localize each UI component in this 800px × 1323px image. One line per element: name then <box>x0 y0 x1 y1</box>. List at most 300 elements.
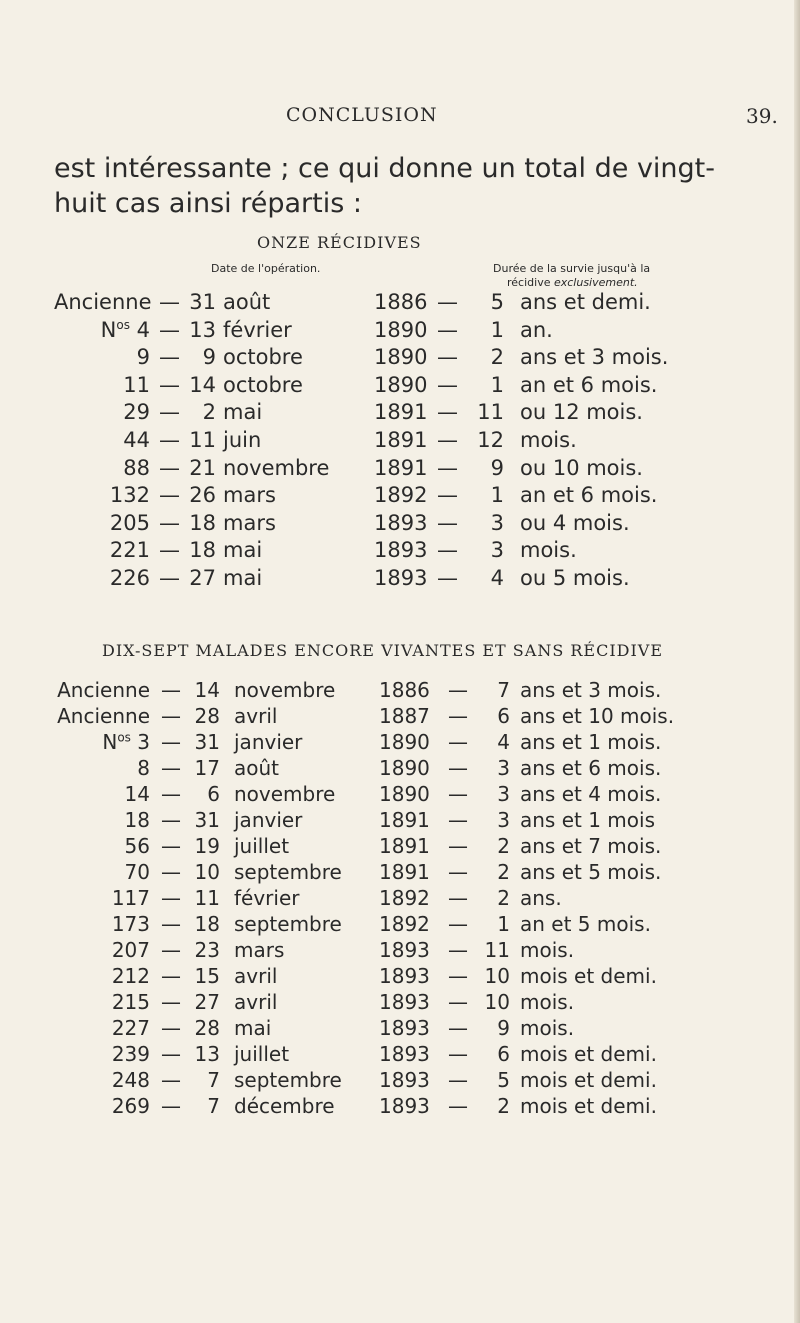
dash-separator: — <box>448 704 468 728</box>
dash-separator: — <box>448 1094 468 1118</box>
table-row <box>0 678 800 704</box>
table-row <box>0 964 800 990</box>
operation-month: mars <box>223 510 276 535</box>
dash-separator: — <box>159 372 180 397</box>
duration-number: 3 <box>497 808 510 832</box>
table-row <box>0 290 800 318</box>
table-row <box>0 704 800 730</box>
caption-date-text: Date de l'opération. <box>211 262 321 275</box>
dash-separator: — <box>159 483 180 508</box>
operation-day: 13 <box>189 317 216 342</box>
table-row <box>0 345 800 373</box>
operation-month: août <box>223 290 271 314</box>
case-number-text: 173 <box>111 912 150 936</box>
duration-number: 2 <box>497 1094 510 1118</box>
dash-separator: — <box>161 886 181 910</box>
operation-year: 1890 <box>374 372 428 397</box>
duration-text: mois et demi. <box>520 964 657 988</box>
table-row <box>0 566 800 594</box>
operation-year: 1891 <box>379 834 430 858</box>
dash-separator: — <box>448 912 468 936</box>
operation-day: 19 <box>194 834 220 858</box>
dash-separator: — <box>159 510 180 535</box>
case-number-text: 221 <box>109 538 150 563</box>
duration-number: 1 <box>490 372 504 397</box>
dash-separator: — <box>437 455 458 480</box>
operation-month: avril <box>234 990 278 1014</box>
dash-separator: — <box>437 427 458 452</box>
operation-day: 14 <box>194 678 220 702</box>
dash-separator: — <box>161 678 181 702</box>
operation-day: 7 <box>207 1068 220 1092</box>
table-row <box>0 373 800 401</box>
operation-year: 1892 <box>374 483 428 508</box>
duration-number: 6 <box>497 704 510 728</box>
duration-text: ans et 6 mois. <box>520 756 662 780</box>
operation-month: avril <box>234 964 278 988</box>
duration-number: 2 <box>497 834 510 858</box>
operation-month: janvier <box>234 730 303 754</box>
operation-month: octobre <box>223 345 303 370</box>
duration-text: ans et 4 mois. <box>520 782 662 806</box>
running-head <box>0 104 800 132</box>
dash-separator: — <box>161 782 181 806</box>
operation-year: 1892 <box>379 912 430 936</box>
case-number-text: 269 <box>111 1094 150 1118</box>
operation-day: 27 <box>194 990 220 1014</box>
dash-separator: — <box>448 1068 468 1092</box>
section-title-recidives: ONZE RÉCIDIVES <box>257 233 422 252</box>
operation-year: 1893 <box>379 964 430 988</box>
duration-number: 1 <box>490 483 504 508</box>
dash-separator: — <box>161 1042 181 1066</box>
operation-day: 9 <box>202 345 216 370</box>
duration-text: ans et 1 mois <box>520 808 655 832</box>
dash-separator: — <box>161 1068 181 1092</box>
case-number-text: 117 <box>111 886 150 910</box>
case-number <box>52 704 150 728</box>
duration-text: ans et 5 mois. <box>520 860 662 884</box>
operation-month: septembre <box>234 1068 342 1092</box>
case-number <box>52 990 150 1014</box>
duration-number: 3 <box>490 510 504 535</box>
dash-separator: — <box>437 290 458 314</box>
case-number <box>54 400 150 424</box>
case-number-text: N <box>100 317 117 342</box>
dash-separator: — <box>448 886 468 910</box>
dash-separator: — <box>448 990 468 1014</box>
operation-day: 6 <box>207 782 220 806</box>
operation-year: 1890 <box>374 345 428 370</box>
operation-day: 18 <box>189 538 216 563</box>
table-recidives <box>0 290 800 594</box>
operation-month: septembre <box>234 860 342 884</box>
caption-duree-line1: Durée de la survie jusqu'à la <box>493 262 651 275</box>
duration-text: ans et 1 mois. <box>520 730 662 754</box>
case-number <box>52 1016 150 1040</box>
dash-separator: — <box>161 990 181 1014</box>
dash-separator: — <box>437 510 458 535</box>
operation-day: 18 <box>189 510 216 535</box>
operation-day: 23 <box>194 938 220 962</box>
duration-text: ans et 3 mois. <box>520 678 662 702</box>
operation-month: septembre <box>234 912 342 936</box>
running-title: CONCLUSION <box>286 104 438 126</box>
table-row <box>0 1042 800 1068</box>
case-number <box>54 511 150 535</box>
duration-text: ans et 7 mois. <box>520 834 662 858</box>
dash-separator: — <box>161 756 181 780</box>
case-number-text: 56 <box>124 834 150 858</box>
duration-text: ans. <box>520 886 562 910</box>
case-number-text: 70 <box>124 860 150 884</box>
case-number-text: Ancienne <box>57 704 150 728</box>
case-number <box>52 1068 150 1092</box>
dash-separator: — <box>161 1094 181 1118</box>
operation-month: octobre <box>223 372 303 397</box>
dash-separator: — <box>437 565 458 590</box>
operation-day: 15 <box>194 964 220 988</box>
duration-text: mois. <box>520 538 577 563</box>
duration-number: 3 <box>497 756 510 780</box>
case-number <box>54 483 150 507</box>
dash-separator: — <box>161 808 181 832</box>
table-row <box>0 834 800 860</box>
operation-day: 11 <box>194 886 220 910</box>
operation-day: 31 <box>189 290 216 314</box>
table-row <box>0 730 800 756</box>
caption-duree-line2-prefix: récidive <box>507 276 554 289</box>
operation-month: mai <box>223 565 263 590</box>
case-number <box>52 938 150 962</box>
case-number <box>52 808 150 832</box>
case-number-text: 132 <box>109 483 150 508</box>
table-row <box>0 1016 800 1042</box>
dash-separator: — <box>448 808 468 832</box>
dash-separator: — <box>161 938 181 962</box>
case-number <box>54 566 150 590</box>
dash-separator: — <box>448 964 468 988</box>
dash-separator: — <box>448 938 468 962</box>
dash-separator: — <box>448 782 468 806</box>
table-row <box>0 782 800 808</box>
case-number-text: N <box>102 730 118 754</box>
duration-number: 9 <box>497 1016 510 1040</box>
table-row <box>0 756 800 782</box>
duration-number: 4 <box>490 565 504 590</box>
operation-year: 1893 <box>374 538 428 563</box>
table-row <box>0 990 800 1016</box>
caption-duree-line2-em: exclusivement. <box>553 276 638 289</box>
operation-day: 31 <box>194 808 220 832</box>
operation-year: 1891 <box>374 455 428 480</box>
operation-year: 1890 <box>379 730 430 754</box>
operation-year: 1891 <box>374 427 428 452</box>
duration-number: 3 <box>490 538 504 563</box>
case-number-text: 248 <box>111 1068 150 1092</box>
case-number-text: 212 <box>111 964 150 988</box>
case-number <box>52 782 150 806</box>
caption-duree-survie <box>493 262 650 290</box>
duration-text: ans et 10 mois. <box>520 704 675 728</box>
operation-day: 7 <box>207 1094 220 1118</box>
case-number-text: Ancienne <box>57 678 150 702</box>
dash-separator: — <box>159 400 180 425</box>
case-number-text: 44 <box>123 427 150 452</box>
dash-separator: — <box>159 317 180 342</box>
duration-number: 11 <box>477 400 504 425</box>
table-row <box>0 1068 800 1094</box>
table-row <box>0 1094 800 1120</box>
case-number-text: 215 <box>111 990 150 1014</box>
dash-separator: — <box>159 345 180 370</box>
operation-month: mai <box>223 538 263 563</box>
case-number-text: 226 <box>109 565 150 590</box>
case-number <box>52 756 150 780</box>
case-number-tail: 4 <box>129 317 150 342</box>
operation-day: 21 <box>189 455 216 480</box>
duration-number: 12 <box>477 427 504 452</box>
dash-separator: — <box>448 756 468 780</box>
case-number-text: 9 <box>136 345 150 370</box>
dash-separator: — <box>448 730 468 754</box>
dash-separator: — <box>159 565 180 590</box>
duration-number: 5 <box>490 290 504 314</box>
operation-day: 26 <box>189 483 216 508</box>
dash-separator: — <box>448 834 468 858</box>
caption-duree-line2 <box>493 276 650 290</box>
table-row <box>0 538 800 566</box>
case-number-text: 14 <box>124 782 150 806</box>
duration-text: an et 6 mois. <box>520 483 658 508</box>
duration-text: ou 4 mois. <box>520 510 630 535</box>
operation-year: 1890 <box>374 317 428 342</box>
dash-separator: — <box>448 1016 468 1040</box>
operation-month: novembre <box>223 455 330 480</box>
operation-month: juillet <box>234 1042 290 1066</box>
operation-year: 1893 <box>379 990 430 1014</box>
dash-separator: — <box>437 317 458 342</box>
duration-number: 3 <box>497 782 510 806</box>
page-number: 39. <box>746 104 778 128</box>
case-number <box>52 860 150 884</box>
duration-number: 1 <box>490 317 504 342</box>
duration-number: 2 <box>497 886 510 910</box>
operation-month: janvier <box>234 808 303 832</box>
operation-month: mars <box>234 938 285 962</box>
duration-text: mois et demi. <box>520 1068 657 1092</box>
case-number-text: 239 <box>111 1042 150 1066</box>
case-number <box>52 886 150 910</box>
case-number-text: 207 <box>111 938 150 962</box>
case-number-text: 18 <box>124 808 150 832</box>
duration-text: mois. <box>520 990 575 1014</box>
duration-text: mois et demi. <box>520 1042 657 1066</box>
operation-day: 17 <box>194 756 220 780</box>
duration-number: 6 <box>497 1042 510 1066</box>
operation-year: 1891 <box>379 808 430 832</box>
dash-separator: — <box>437 400 458 425</box>
duration-text: mois. <box>520 427 577 452</box>
dash-separator: — <box>161 834 181 858</box>
duration-number: 5 <box>497 1068 510 1092</box>
table-row <box>0 511 800 539</box>
operation-year: 1891 <box>374 400 428 425</box>
duration-number: 1 <box>497 912 510 936</box>
dash-separator: — <box>161 860 181 884</box>
operation-year: 1893 <box>379 1094 430 1118</box>
table-row <box>0 938 800 964</box>
duration-number: 10 <box>484 964 510 988</box>
table-row <box>0 912 800 938</box>
operation-day: 27 <box>189 565 216 590</box>
case-number <box>52 912 150 936</box>
duration-text: an. <box>520 317 553 342</box>
dash-separator: — <box>159 427 180 452</box>
operation-day: 28 <box>194 704 220 728</box>
case-number <box>54 345 150 369</box>
duration-number: 7 <box>497 678 510 702</box>
section-title-vivantes: DIX-SEPT MALADES ENCORE VIVANTES ET SANS RÉCIDIVE <box>102 641 664 660</box>
operation-month: novembre <box>234 678 336 702</box>
operation-month: février <box>234 886 300 910</box>
duration-text: mois. <box>520 1016 575 1040</box>
duration-text: mois. <box>520 938 575 962</box>
case-number-text: 8 <box>137 756 150 780</box>
dash-separator: — <box>161 964 181 988</box>
caption-date-operation <box>211 262 320 276</box>
case-number <box>52 1042 150 1066</box>
duration-text: mois et demi. <box>520 1094 657 1118</box>
dash-separator: — <box>161 1016 181 1040</box>
duration-number: 11 <box>484 938 510 962</box>
page-edge-shadow <box>794 0 800 1323</box>
table-vivantes-sans-recidive <box>0 678 800 1120</box>
dash-separator: — <box>159 290 180 314</box>
case-number-sup: os <box>116 317 130 332</box>
operation-year: 1892 <box>379 886 430 910</box>
operation-day: 28 <box>194 1016 220 1040</box>
case-number-text: 29 <box>123 400 150 425</box>
case-number-text: 205 <box>109 510 150 535</box>
table-row <box>0 428 800 456</box>
case-number <box>52 964 150 988</box>
dash-separator: — <box>161 912 181 936</box>
case-number-sup: os <box>117 730 131 745</box>
case-number-text: Ancienne <box>54 290 152 314</box>
operation-day: 18 <box>194 912 220 936</box>
operation-month: juillet <box>234 834 290 858</box>
table-row <box>0 860 800 886</box>
duration-number: 2 <box>497 860 510 884</box>
operation-month: décembre <box>234 1094 335 1118</box>
operation-year: 1886 <box>379 678 430 702</box>
case-number <box>52 730 150 754</box>
operation-year: 1886 <box>374 290 428 314</box>
table-row <box>0 808 800 834</box>
case-number-text: 88 <box>123 455 150 480</box>
operation-year: 1890 <box>379 782 430 806</box>
operation-year: 1893 <box>374 565 428 590</box>
operation-month: mai <box>234 1016 272 1040</box>
case-number <box>54 538 150 562</box>
duration-number: 9 <box>490 455 504 480</box>
duration-text: an et 5 mois. <box>520 912 651 936</box>
duration-number: 2 <box>490 345 504 370</box>
operation-year: 1890 <box>379 756 430 780</box>
case-number <box>54 456 150 480</box>
dash-separator: — <box>437 345 458 370</box>
dash-separator: — <box>437 538 458 563</box>
operation-month: mars <box>223 483 276 508</box>
operation-day: 10 <box>194 860 220 884</box>
case-number <box>52 834 150 858</box>
dash-separator: — <box>437 372 458 397</box>
case-number-tail: 3 <box>130 730 150 754</box>
operation-day: 14 <box>189 372 216 397</box>
table-row <box>0 318 800 346</box>
operation-month: juin <box>223 427 262 452</box>
duration-text: an et 6 mois. <box>520 372 658 397</box>
dash-separator: — <box>437 483 458 508</box>
operation-month: avril <box>234 704 278 728</box>
table-row <box>0 483 800 511</box>
operation-year: 1893 <box>379 1016 430 1040</box>
case-number-text: 11 <box>123 372 150 397</box>
operation-day: 13 <box>194 1042 220 1066</box>
case-number <box>54 428 150 452</box>
dash-separator: — <box>159 455 180 480</box>
operation-year: 1891 <box>379 860 430 884</box>
dash-separator: — <box>159 538 180 563</box>
operation-year: 1893 <box>379 1068 430 1092</box>
case-number <box>52 678 150 702</box>
case-number <box>54 318 150 342</box>
operation-day: 2 <box>202 400 216 425</box>
case-number <box>54 373 150 397</box>
dash-separator: — <box>161 730 181 754</box>
operation-month: février <box>223 317 292 342</box>
operation-year: 1887 <box>379 704 430 728</box>
operation-month: mai <box>223 400 263 425</box>
dash-separator: — <box>448 678 468 702</box>
dash-separator: — <box>448 860 468 884</box>
dash-separator: — <box>161 704 181 728</box>
operation-month: août <box>234 756 280 780</box>
duration-text: ans et demi. <box>520 290 651 314</box>
case-number <box>54 290 150 314</box>
operation-year: 1893 <box>379 938 430 962</box>
table-row <box>0 456 800 484</box>
dash-separator: — <box>448 1042 468 1066</box>
duration-text: ans et 3 mois. <box>520 345 669 370</box>
table-row <box>0 400 800 428</box>
operation-day: 31 <box>194 730 220 754</box>
case-number-text: 227 <box>111 1016 150 1040</box>
operation-day: 11 <box>189 427 216 452</box>
duration-number: 4 <box>497 730 510 754</box>
duration-text: ou 10 mois. <box>520 455 643 480</box>
intro-paragraph: est intéressante ; ce qui donne un total de vingt-huit cas ainsi répartis : <box>54 153 715 219</box>
duration-text: ou 5 mois. <box>520 565 630 590</box>
case-number <box>52 1094 150 1118</box>
operation-year: 1893 <box>379 1042 430 1066</box>
duration-number: 10 <box>484 990 510 1014</box>
duration-text: ou 12 mois. <box>520 400 643 425</box>
operation-year: 1893 <box>374 510 428 535</box>
operation-month: novembre <box>234 782 336 806</box>
table-row <box>0 886 800 912</box>
